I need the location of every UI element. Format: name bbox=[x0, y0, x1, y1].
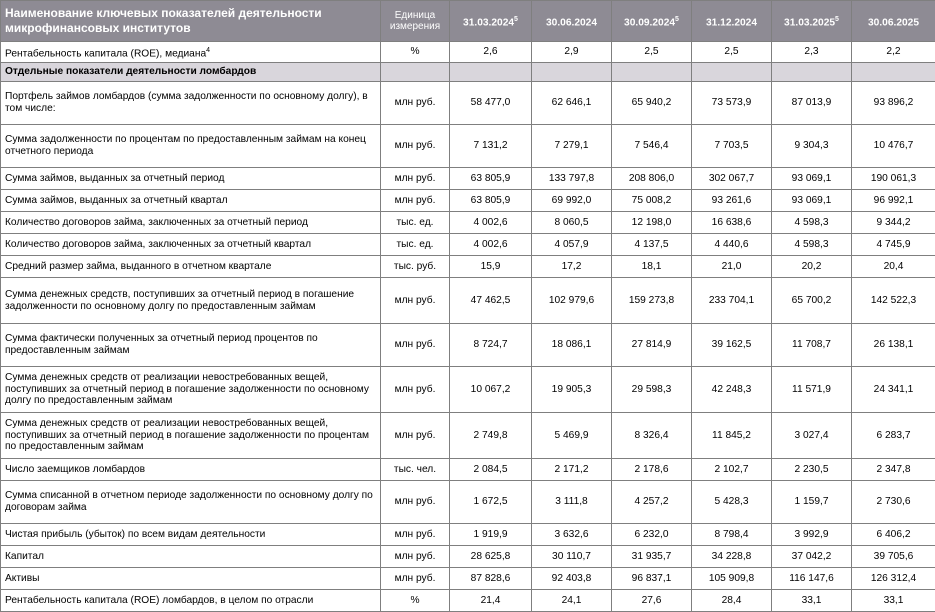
row-value: 7 703,5 bbox=[692, 125, 772, 168]
row-label: Портфель займов ломбардов (сумма задолженности по основному долгу), в том числе: bbox=[1, 82, 381, 125]
row-label: Сумма задолженности по процентам по предоставленным займам на конец отчетного периода bbox=[1, 125, 381, 168]
row-value: 2 730,6 bbox=[852, 481, 935, 524]
row-value: 58 477,0 bbox=[450, 82, 532, 125]
row-value: 16 638,6 bbox=[692, 212, 772, 234]
row-unit: % bbox=[381, 42, 450, 63]
row-value: 2 230,5 bbox=[772, 459, 852, 481]
table-row bbox=[1, 125, 935, 168]
row-value: 42 248,3 bbox=[692, 367, 772, 413]
header-indicator-name: Наименование ключевых показателей деятельности микрофинансовых институтов bbox=[1, 1, 381, 42]
table-row bbox=[1, 324, 935, 367]
table-row bbox=[1, 212, 935, 234]
row-value: 18,1 bbox=[612, 256, 692, 278]
row-value: 159 273,8 bbox=[612, 278, 692, 324]
row-value: 29 598,3 bbox=[612, 367, 692, 413]
row-value: 6 232,0 bbox=[612, 524, 692, 546]
row-value: 15,9 bbox=[450, 256, 532, 278]
row-label: Сумма займов, выданных за отчетный квартал bbox=[1, 190, 381, 212]
row-value: 33,1 bbox=[852, 590, 935, 612]
row-value: 31 935,7 bbox=[612, 546, 692, 568]
row-value: 65 700,2 bbox=[772, 278, 852, 324]
table-row bbox=[1, 413, 935, 459]
row-value: 1 672,5 bbox=[450, 481, 532, 524]
row-value: 21,4 bbox=[450, 590, 532, 612]
row-value: 2,9 bbox=[532, 42, 612, 63]
row-value: 87 828,6 bbox=[450, 568, 532, 590]
table-row bbox=[1, 459, 935, 481]
row-value: 7 279,1 bbox=[532, 125, 612, 168]
table-row bbox=[1, 82, 935, 125]
row-value: 33,1 bbox=[772, 590, 852, 612]
row-value: 102 979,6 bbox=[532, 278, 612, 324]
row-value: 3 992,9 bbox=[772, 524, 852, 546]
table-row bbox=[1, 524, 935, 546]
row-label: Количество договоров займа, заключенных за отчетный период bbox=[1, 212, 381, 234]
row-value: 19 905,3 bbox=[532, 367, 612, 413]
row-value: 1 919,9 bbox=[450, 524, 532, 546]
row-value: 93 261,6 bbox=[692, 190, 772, 212]
row-unit: млн руб. bbox=[381, 524, 450, 546]
row-value: 39 162,5 bbox=[692, 324, 772, 367]
row-unit: млн руб. bbox=[381, 82, 450, 125]
row-value: 17,2 bbox=[532, 256, 612, 278]
table-row bbox=[1, 481, 935, 524]
row-value: 34 228,8 bbox=[692, 546, 772, 568]
data-rows bbox=[1, 82, 935, 612]
row-value: 3 111,8 bbox=[532, 481, 612, 524]
row-value: 92 403,8 bbox=[532, 568, 612, 590]
row-value: 4 002,6 bbox=[450, 212, 532, 234]
row-value: 96 837,1 bbox=[612, 568, 692, 590]
table-row bbox=[1, 190, 935, 212]
row-value: 28 625,8 bbox=[450, 546, 532, 568]
row-value: 2 171,2 bbox=[532, 459, 612, 481]
row-label: Сумма фактически полученных за отчетный период процентов по предоставленным займам bbox=[1, 324, 381, 367]
row-value: 47 462,5 bbox=[450, 278, 532, 324]
row-value: 26 138,1 bbox=[852, 324, 935, 367]
row-label: Сумма денежных средств от реализации невостребованных вещей, поступивших за отчетный период в погашение задолженности по процентам по предоставленным займам bbox=[1, 413, 381, 459]
row-label: Чистая прибыль (убыток) по всем видам деятельности bbox=[1, 524, 381, 546]
row-unit: млн руб. bbox=[381, 546, 450, 568]
table-row bbox=[1, 546, 935, 568]
row-value: 2,3 bbox=[772, 42, 852, 63]
row-value: 116 147,6 bbox=[772, 568, 852, 590]
row-unit: тыс. чел. bbox=[381, 459, 450, 481]
row-value: 39 705,6 bbox=[852, 546, 935, 568]
row-value: 11 708,7 bbox=[772, 324, 852, 367]
row-label: Средний размер займа, выданного в отчетном квартале bbox=[1, 256, 381, 278]
row-label: Число заемщиков ломбардов bbox=[1, 459, 381, 481]
row-value: 9 304,3 bbox=[772, 125, 852, 168]
row-value: 96 992,1 bbox=[852, 190, 935, 212]
row-value: 18 086,1 bbox=[532, 324, 612, 367]
row-value: 7 131,2 bbox=[450, 125, 532, 168]
row-value: 4 137,5 bbox=[612, 234, 692, 256]
row-value: 2 178,6 bbox=[612, 459, 692, 481]
row-unit: млн руб. bbox=[381, 278, 450, 324]
row-value: 10 476,7 bbox=[852, 125, 935, 168]
row-value: 62 646,1 bbox=[532, 82, 612, 125]
row-value: 27,6 bbox=[612, 590, 692, 612]
header-period: 30.06.2025 bbox=[852, 1, 935, 42]
header-row bbox=[1, 1, 935, 42]
row-unit: % bbox=[381, 590, 450, 612]
row-label: Сумма денежных средств от реализации невостребованных вещей, поступивших за отчетный период в погашение задолженности по основному долгу по предоставленным займам bbox=[1, 367, 381, 413]
row-value: 30 110,7 bbox=[532, 546, 612, 568]
row-unit: млн руб. bbox=[381, 481, 450, 524]
row-value: 302 067,7 bbox=[692, 168, 772, 190]
row-value: 63 805,9 bbox=[450, 168, 532, 190]
row-unit: млн руб. bbox=[381, 125, 450, 168]
header-period: 30.09.2024$^5$ bbox=[612, 1, 692, 42]
row-value: 10 067,2 bbox=[450, 367, 532, 413]
row-label: Количество договоров займа, заключенных за отчетный квартал bbox=[1, 234, 381, 256]
row-value: 11 571,9 bbox=[772, 367, 852, 413]
row-value: 126 312,4 bbox=[852, 568, 935, 590]
row-value: 24,1 bbox=[532, 590, 612, 612]
row-value: 5 469,9 bbox=[532, 413, 612, 459]
row-value: 2,2 bbox=[852, 42, 935, 63]
row-value: 37 042,2 bbox=[772, 546, 852, 568]
row-value: 69 992,0 bbox=[532, 190, 612, 212]
row-unit: тыс. руб. bbox=[381, 256, 450, 278]
row-value: 8 326,4 bbox=[612, 413, 692, 459]
row-value: 9 344,2 bbox=[852, 212, 935, 234]
row-value: 63 805,9 bbox=[450, 190, 532, 212]
table-row bbox=[1, 168, 935, 190]
row-value: 3 027,4 bbox=[772, 413, 852, 459]
row-value: 3 632,6 bbox=[532, 524, 612, 546]
row-value: 233 704,1 bbox=[692, 278, 772, 324]
row-value: 2 347,8 bbox=[852, 459, 935, 481]
row-value: 93 896,2 bbox=[852, 82, 935, 125]
row-value: 20,4 bbox=[852, 256, 935, 278]
row-value: 20,2 bbox=[772, 256, 852, 278]
row-value: 1 159,7 bbox=[772, 481, 852, 524]
row-value: 4 745,9 bbox=[852, 234, 935, 256]
row-value: 2,6 bbox=[450, 42, 532, 63]
row-unit: тыс. ед. bbox=[381, 234, 450, 256]
header-period: 31.12.2024 bbox=[692, 1, 772, 42]
row-label: Сумма займов, выданных за отчетный период bbox=[1, 168, 381, 190]
row-label: Рентабельность капитала (ROE), медиана$^4$ bbox=[1, 42, 381, 63]
row-value: 4 598,3 bbox=[772, 234, 852, 256]
row-value: 11 845,2 bbox=[692, 413, 772, 459]
row-value: 2 084,5 bbox=[450, 459, 532, 481]
row-value: 6 283,7 bbox=[852, 413, 935, 459]
table-row bbox=[1, 234, 935, 256]
table-row bbox=[1, 590, 935, 612]
row-label: Капитал bbox=[1, 546, 381, 568]
row-label: Сумма денежных средств, поступивших за отчетный период в погашение задолженности по основному долгу по предоставленным займам bbox=[1, 278, 381, 324]
row-value: 142 522,3 bbox=[852, 278, 935, 324]
table-row-roe-median bbox=[1, 42, 935, 63]
row-label: Рентабельность капитала (ROE) ломбардов, в целом по отрасли bbox=[1, 590, 381, 612]
row-value: 24 341,1 bbox=[852, 367, 935, 413]
header-period: 31.03.2025$^5$ bbox=[772, 1, 852, 42]
row-value: 4 598,3 bbox=[772, 212, 852, 234]
row-value: 75 008,2 bbox=[612, 190, 692, 212]
row-value: 2 102,7 bbox=[692, 459, 772, 481]
row-value: 4 057,9 bbox=[532, 234, 612, 256]
row-value: 105 909,8 bbox=[692, 568, 772, 590]
row-value: 2,5 bbox=[612, 42, 692, 63]
row-value: 7 546,4 bbox=[612, 125, 692, 168]
row-value: 2 749,8 bbox=[450, 413, 532, 459]
row-value: 12 198,0 bbox=[612, 212, 692, 234]
row-value: 73 573,9 bbox=[692, 82, 772, 125]
row-value: 65 940,2 bbox=[612, 82, 692, 125]
row-unit: млн руб. bbox=[381, 568, 450, 590]
row-unit: млн руб. bbox=[381, 168, 450, 190]
header-period: 31.03.2024$^5$ bbox=[450, 1, 532, 42]
section-title: Отдельные показатели деятельности ломбардов bbox=[1, 63, 381, 82]
row-value: 8 060,5 bbox=[532, 212, 612, 234]
row-value: 4 002,6 bbox=[450, 234, 532, 256]
row-value: 208 806,0 bbox=[612, 168, 692, 190]
section-row bbox=[1, 63, 935, 82]
row-unit: тыс. ед. bbox=[381, 212, 450, 234]
row-value: 87 013,9 bbox=[772, 82, 852, 125]
row-value: 27 814,9 bbox=[612, 324, 692, 367]
row-value: 6 406,2 bbox=[852, 524, 935, 546]
row-value: 4 257,2 bbox=[612, 481, 692, 524]
row-value: 133 797,8 bbox=[532, 168, 612, 190]
row-value: 190 061,3 bbox=[852, 168, 935, 190]
row-value: 8 798,4 bbox=[692, 524, 772, 546]
row-value: 2,5 bbox=[692, 42, 772, 63]
row-label: Активы bbox=[1, 568, 381, 590]
row-value: 28,4 bbox=[692, 590, 772, 612]
row-label: Сумма списанной в отчетном периоде задолженности по основному долгу по договорам займа bbox=[1, 481, 381, 524]
header-period: 30.06.2024 bbox=[532, 1, 612, 42]
row-unit: млн руб. bbox=[381, 367, 450, 413]
row-value: 4 440,6 bbox=[692, 234, 772, 256]
row-unit: млн руб. bbox=[381, 190, 450, 212]
row-unit: млн руб. bbox=[381, 324, 450, 367]
table-row bbox=[1, 256, 935, 278]
row-value: 93 069,1 bbox=[772, 168, 852, 190]
row-value: 8 724,7 bbox=[450, 324, 532, 367]
table-row bbox=[1, 278, 935, 324]
row-value: 5 428,3 bbox=[692, 481, 772, 524]
table-row bbox=[1, 367, 935, 413]
table-row bbox=[1, 568, 935, 590]
row-value: 93 069,1 bbox=[772, 190, 852, 212]
header-unit: Единица измерения bbox=[381, 1, 450, 42]
row-unit: млн руб. bbox=[381, 413, 450, 459]
row-value: 21,0 bbox=[692, 256, 772, 278]
